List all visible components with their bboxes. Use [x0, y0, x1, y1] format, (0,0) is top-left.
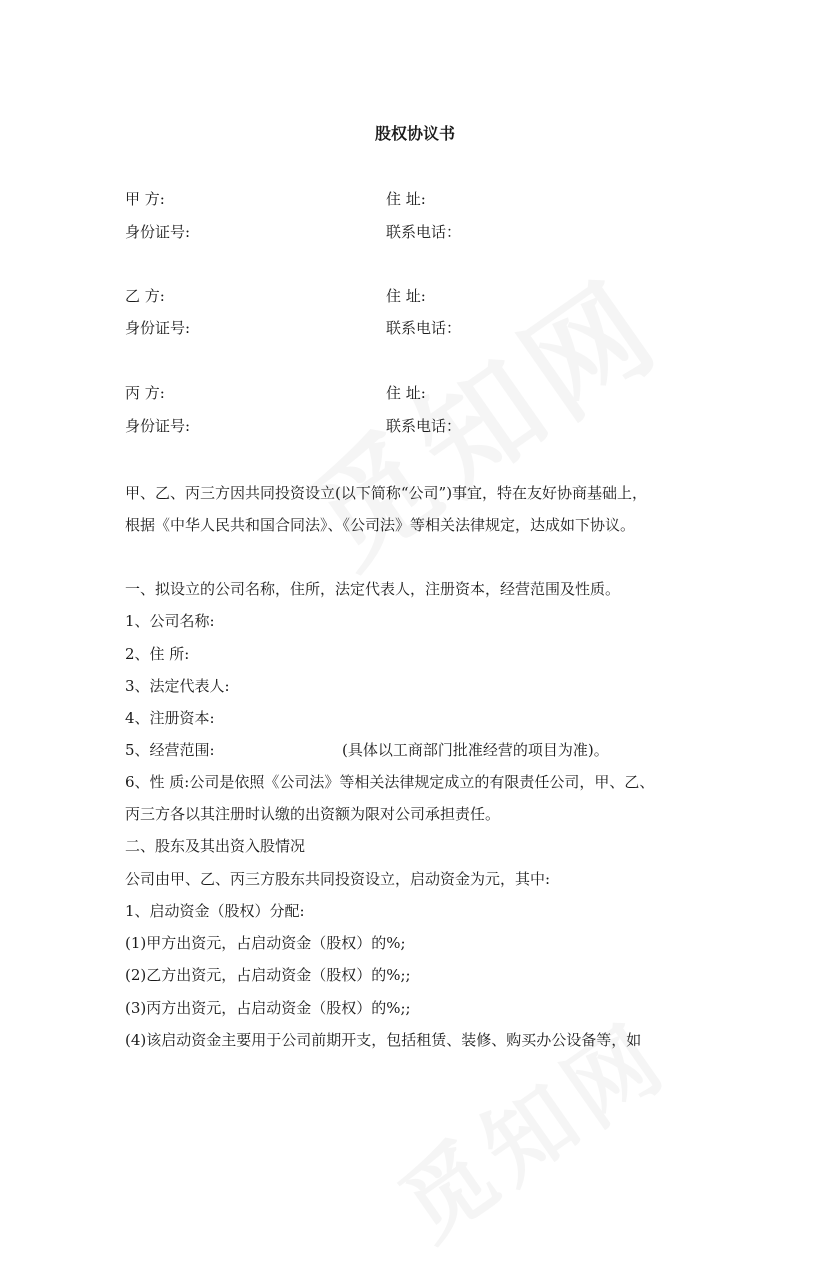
clause-address: 2、住 所: — [125, 645, 190, 663]
clause-registered-capital: 4、注册资本: — [125, 709, 215, 727]
party-b-id-label: 身份证号: — [125, 319, 191, 337]
party-a-id-label: 身份证号: — [125, 223, 191, 241]
section-heading: 二、股东及其出资入股情况 — [125, 837, 306, 855]
clause-nature-cont: 丙三方各以其注册时认缴的出资额为限对公司承担责任。 — [125, 805, 501, 823]
paragraph-line: 公司由甲、乙、丙三方股东共同投资设立，启动资金为元，其中: — [125, 870, 551, 888]
clause-nature: 6、性 质:公司是依照《公司法》等相关法律规定成立的有限责任公司，甲、乙、 — [125, 773, 655, 791]
clause-company-name: 1、公司名称: — [125, 612, 215, 630]
party-c-id-label: 身份证号: — [125, 417, 191, 435]
paragraph-line: 1、启动资金（股权）分配: — [125, 902, 305, 920]
watermark — [370, 986, 690, 1264]
business-scope-note: (具体以工商部门批准经营的项目为准)。 — [342, 741, 609, 759]
party-a-label: 甲 方: — [125, 190, 165, 208]
party-c-phone-label: 联系电话： — [386, 417, 462, 435]
paragraph-line: (2)乙方出资元，占启动资金（股权）的%;; — [125, 966, 411, 984]
party-b-phone-label: 联系电话： — [386, 319, 462, 337]
paragraph-line: (3)丙方出资元，占启动资金（股权）的%;; — [125, 999, 411, 1017]
document-title: 股权协议书 — [374, 124, 455, 143]
party-b-address-label: 住 址: — [386, 287, 426, 305]
party-c-address-label: 住 址: — [386, 384, 426, 402]
party-c-label: 丙 方: — [125, 384, 165, 402]
intro-line: 甲、乙、丙三方因共同投资设立(以下简称“公司”)事宜，特在友好协商基础上， — [125, 484, 648, 502]
clause-legal-rep: 3、法定代表人: — [125, 677, 230, 695]
watermark — [271, 234, 689, 599]
paragraph-line: (1)甲方出资元，占启动资金（股权）的%; — [125, 934, 406, 952]
intro-line: 根据《中华人民共和国合同法》、《公司法》等相关法律规定，达成如下协议。 — [125, 516, 636, 534]
clause-business-scope: 5、经营范围: — [125, 741, 215, 759]
party-b-label: 乙 方: — [125, 287, 165, 305]
section-heading: 一、拟设立的公司名称，住所，法定代表人，注册资本，经营范围及性质。 — [125, 580, 621, 598]
party-a-address-label: 住 址: — [386, 190, 426, 208]
party-a-phone-label: 联系电话： — [386, 223, 462, 241]
paragraph-line: (4)该启动资金主要用于公司前期开支，包括租赁、装修、购买办公设备等，如 — [125, 1031, 642, 1049]
